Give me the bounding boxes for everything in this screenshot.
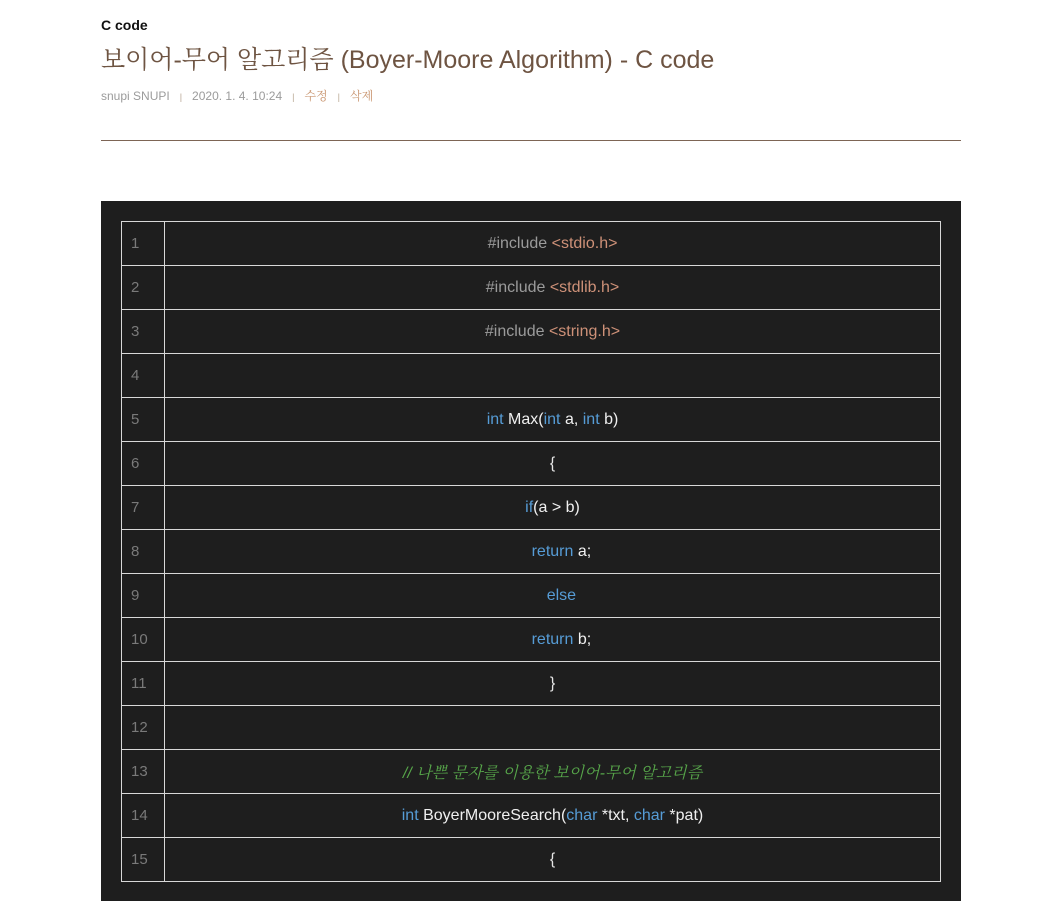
line-number: 8 — [122, 530, 165, 574]
code-line — [122, 530, 941, 574]
code-token: <stdio.h> — [551, 234, 618, 252]
code-token: a; — [573, 542, 592, 560]
code-token: else — [546, 586, 577, 604]
code-line — [122, 706, 941, 750]
code-token: char — [633, 806, 665, 824]
code-text[interactable] — [165, 354, 941, 398]
code-text[interactable] — [165, 486, 941, 530]
post-date: 2020. 1. 4. 10:24 — [192, 88, 283, 103]
code-line — [122, 354, 941, 398]
code-text[interactable] — [165, 398, 941, 442]
code-token: b; — [573, 630, 592, 648]
code-line — [122, 838, 941, 882]
code-token: // 나쁜 문자를 이용한 보이어-무어 알고리즘 — [402, 765, 703, 782]
code-line — [122, 398, 941, 442]
code-token: BoyerMooreSearch( — [418, 806, 567, 824]
code-text[interactable] — [165, 222, 941, 266]
code-token: <stdlib.h> — [549, 278, 620, 296]
code-text[interactable] — [165, 706, 941, 750]
title-divider — [101, 140, 961, 141]
line-number: 6 — [122, 442, 165, 486]
code-token: #include — [487, 234, 552, 252]
code-text[interactable] — [165, 574, 941, 618]
code-token: char — [566, 806, 598, 824]
post-author[interactable]: snupi SNUPI — [101, 88, 170, 103]
line-number: 3 — [122, 310, 165, 354]
code-token: b) — [599, 410, 619, 428]
code-token — [514, 543, 532, 560]
code-token: return — [531, 542, 574, 560]
line-number: 11 — [122, 662, 165, 706]
code-line — [122, 794, 941, 838]
code-text[interactable] — [165, 750, 941, 794]
code-text[interactable] — [165, 310, 941, 354]
code-line — [122, 486, 941, 530]
post-title: 보이어-무어 알고리즘 (Boyer-Moore Algorithm) - C code — [101, 46, 715, 74]
code-line — [122, 442, 941, 486]
code-token: a, — [560, 410, 583, 428]
code-line — [122, 574, 941, 618]
post-meta — [101, 87, 373, 104]
code-token: *pat) — [664, 806, 704, 824]
code-text[interactable] — [165, 530, 941, 574]
delete-link[interactable]: 삭제 — [350, 89, 374, 103]
line-number: 4 — [122, 354, 165, 398]
code-line — [122, 618, 941, 662]
code-line — [122, 310, 941, 354]
line-number: 14 — [122, 794, 165, 838]
code-token: int — [401, 806, 419, 824]
code-token: (a > b) — [533, 498, 580, 516]
edit-link[interactable]: 수정 — [304, 89, 328, 103]
code-line — [122, 750, 941, 794]
line-number: 7 — [122, 486, 165, 530]
code-text[interactable] — [165, 662, 941, 706]
meta-separator: | — [179, 91, 183, 102]
line-number: 10 — [122, 618, 165, 662]
code-text[interactable] — [165, 618, 941, 662]
code-token: } — [549, 674, 556, 692]
code-text[interactable] — [165, 266, 941, 310]
line-number: 9 — [122, 574, 165, 618]
code-lines — [122, 222, 941, 882]
code-line — [122, 266, 941, 310]
code-token: return — [531, 630, 574, 648]
line-number: 13 — [122, 750, 165, 794]
code-token: <string.h> — [548, 322, 621, 340]
line-number: 15 — [122, 838, 165, 882]
code-token: int — [582, 410, 600, 428]
code-token: *txt, — [597, 806, 634, 824]
code-token: int — [486, 410, 504, 428]
code-token: #include — [484, 322, 549, 340]
meta-separator: | — [292, 91, 295, 102]
code-token: { — [549, 454, 556, 472]
line-number: 1 — [122, 222, 165, 266]
code-block — [101, 201, 961, 901]
code-line — [122, 662, 941, 706]
code-token: Max( — [503, 410, 544, 428]
line-number: 5 — [122, 398, 165, 442]
code-line — [122, 222, 941, 266]
code-text[interactable] — [165, 442, 941, 486]
code-token — [529, 587, 547, 604]
code-token: { — [549, 850, 556, 868]
code-token: #include — [485, 278, 550, 296]
code-table — [121, 221, 941, 882]
line-number: 12 — [122, 706, 165, 750]
meta-separator: | — [337, 91, 340, 102]
post-category[interactable]: C code — [101, 17, 148, 33]
code-token: int — [543, 410, 561, 428]
code-text[interactable] — [165, 794, 941, 838]
code-text[interactable] — [165, 838, 941, 882]
code-token: if — [525, 498, 534, 516]
line-number: 2 — [122, 266, 165, 310]
code-token — [514, 631, 532, 648]
